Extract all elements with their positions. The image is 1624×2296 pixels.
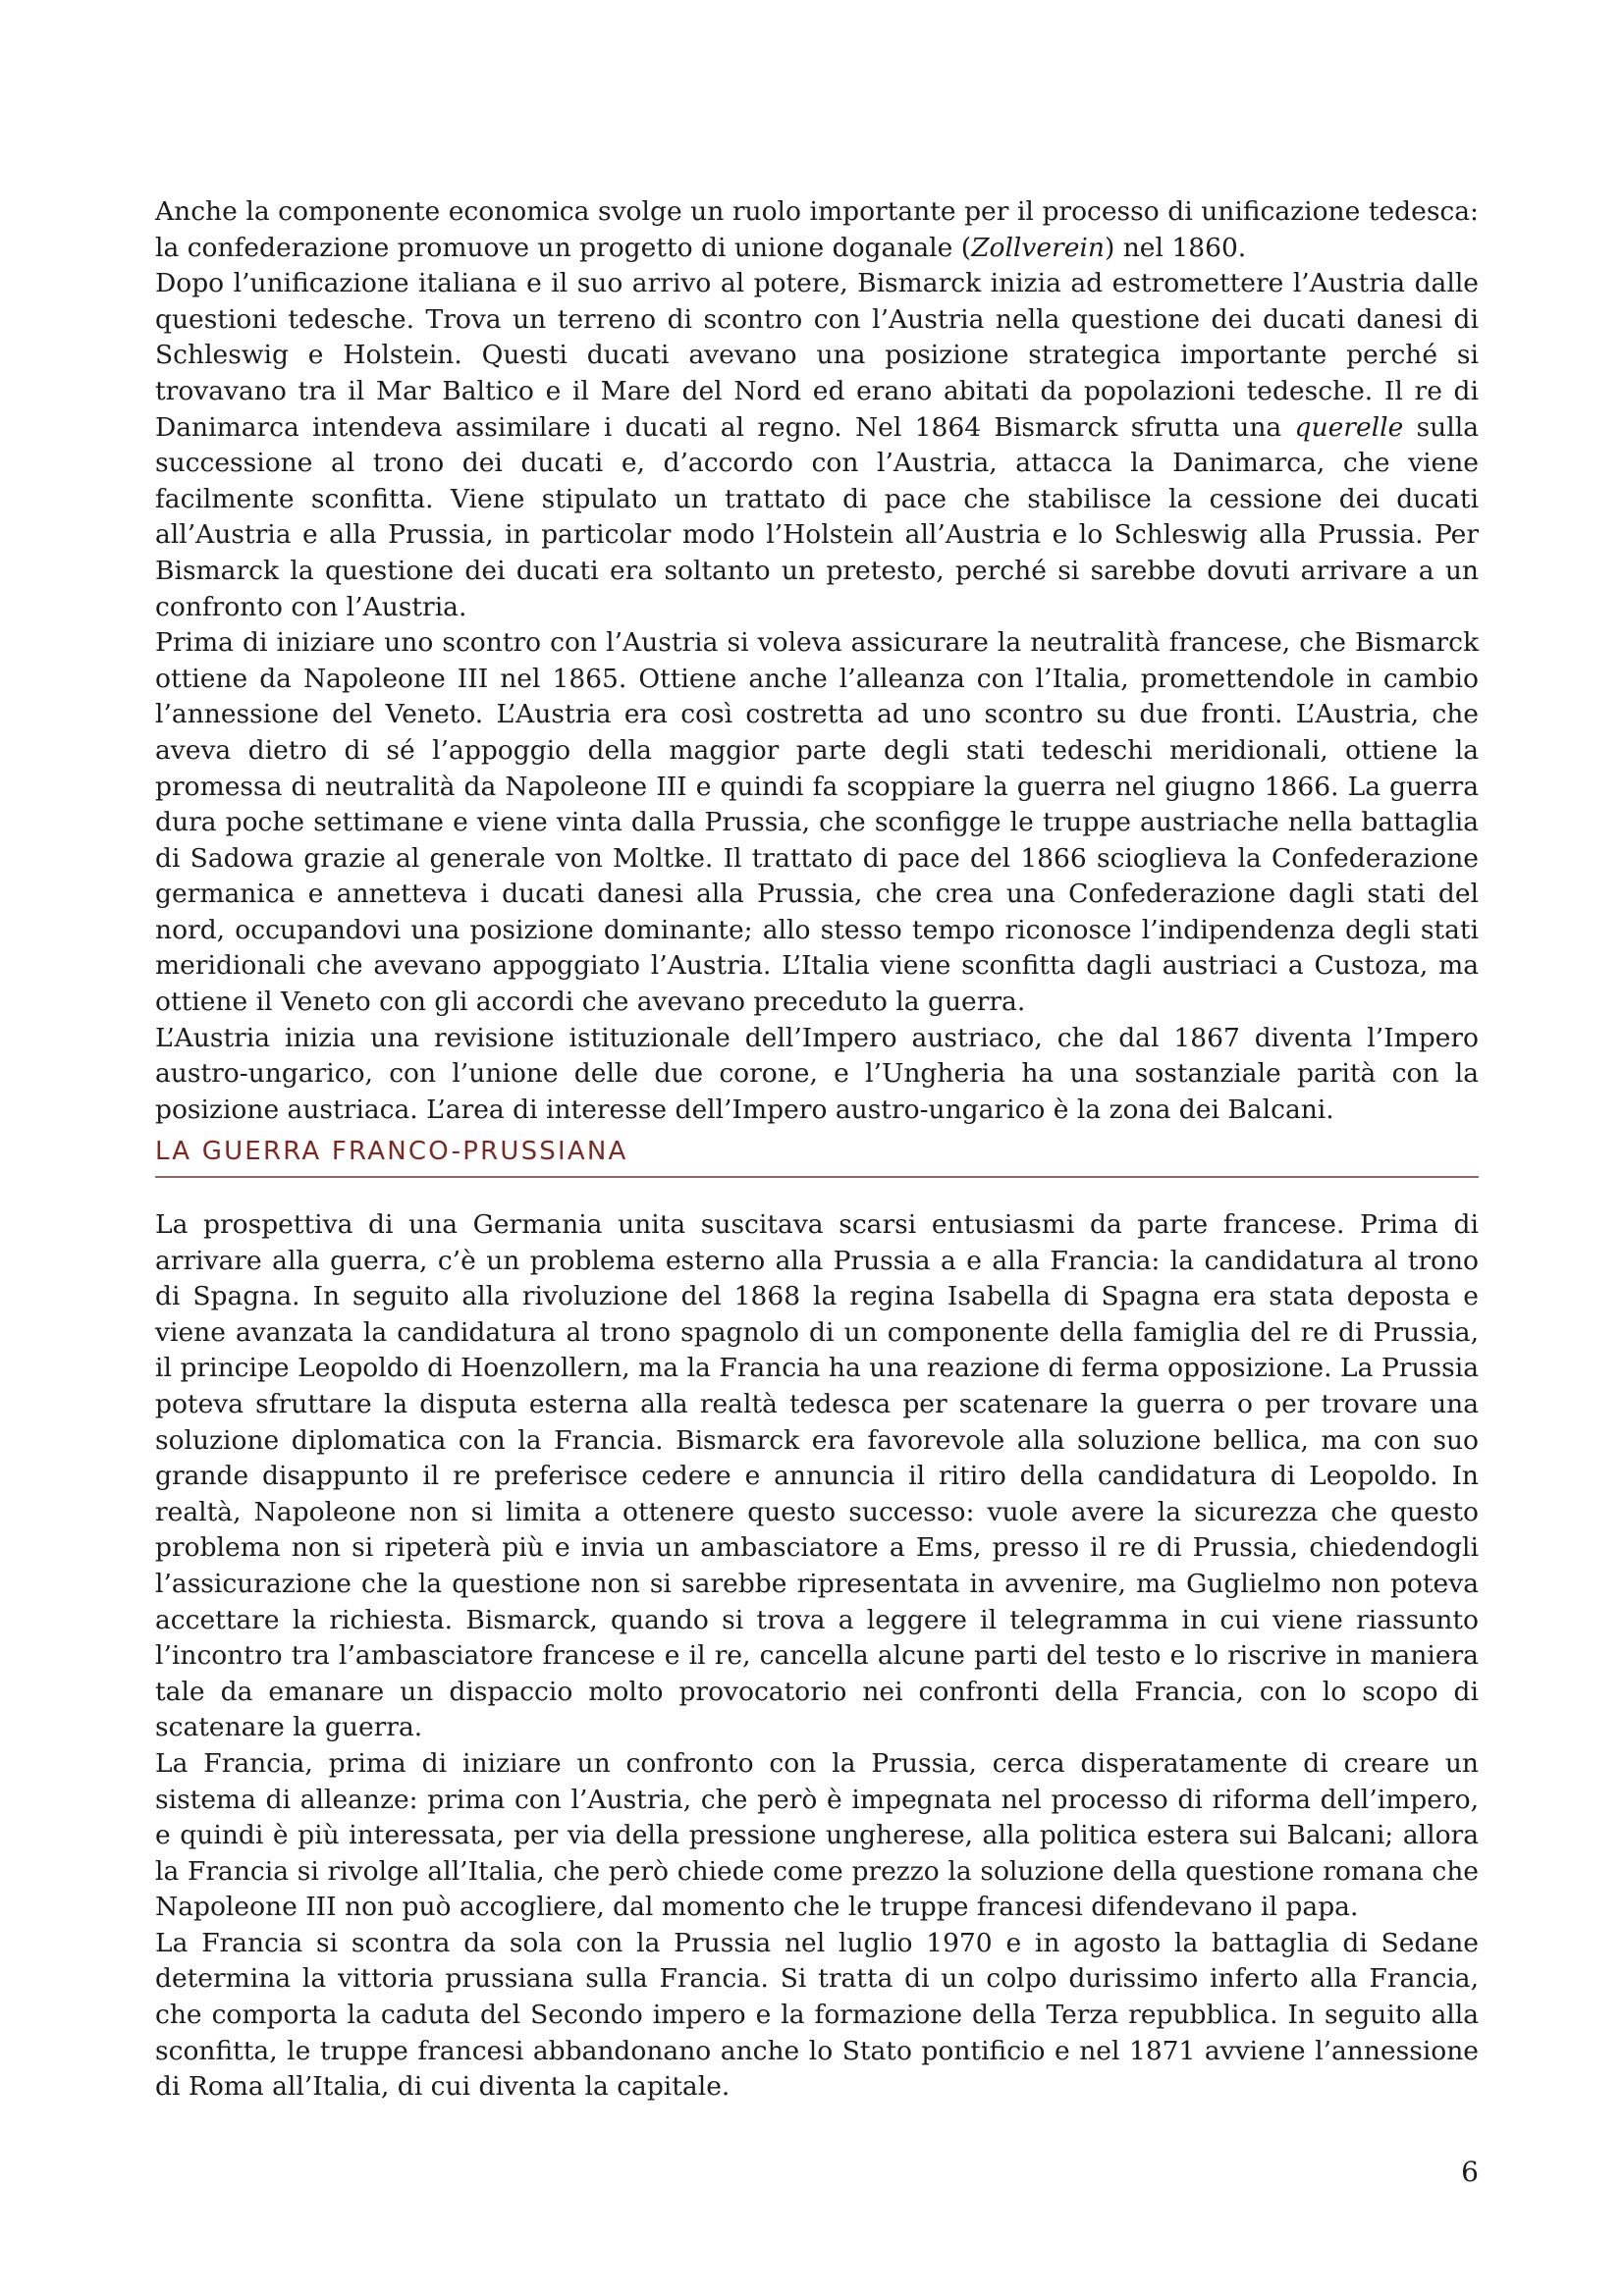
italic-term: querelle [1294,411,1404,443]
paragraph-alleanze-francia: La Francia, prima di iniziare un confronto con la Prussia, cerca disperatamente di creare un sistema di alleanze: prima con l’Austria, che però è impegnata nel processo di riforma dell’impero, e quindi è più interessata, per via della pressione ungherese, alla politica estera sui Balcani; allora la Francia si rivolge all’Italia, che però chiede come prezzo la soluzione della questione romana che Napoleone III non può accogliere, dal momento che le truppe francesi difendevano il papa. [155,1747,1479,1923]
intro-text-block [155,194,1479,1128]
paragraph-text: ) nel 1860. [1104,232,1247,263]
section-divider [155,1176,1479,1178]
page-number: 6 [1461,2156,1479,2188]
section-text-block [155,1207,1479,2106]
italic-term: Zollverein [971,232,1105,263]
section-heading: LA GUERRA FRANCO-PRUSSIANA [155,1137,628,1166]
paragraph-candidatura-spagna: La prospettiva di una Germania unita suscitava scarsi entusiasmi da parte francese. Prima di arrivare alla guerra, c’è un problema esterno alla Prussia a e alla Francia: la candidatura al trono di Spagna. In seguito alla rivoluzione del 1868 la regina Isabella di Spagna era stata deposta e viene avanzata la candidatura al trono spagnolo di un componente della famiglia del re di Prussia, il principe Leopoldo di Hoenzollern, ma la Francia ha una reazione di ferma opposizione. La Prussia poteva sfruttare la disputa esterna alla realtà tedesca per scatenare la guerra o per trovare una soluzione diplomatica con la Francia. Bismarck era favorevole alla soluzione bellica, ma con suo grande disappunto il re preferisce cedere e annuncia il ritiro della candidatura di Leopoldo. In realtà, Napoleone non si limita a ottenere questo successo: vuole avere la sicurezza che questo problema non si ripeterà più e invia un ambasciatore a Ems, presso il re di Prussia, chiedendogli l’assicurazione che la questione non si sarebbe ripresentata in avvenire, ma Guglielmo non poteva accettare la richiesta. Bismarck, quando si trova a leggere il telegramma in cui viene riassunto l’incontro tra l’ambasciatore francese e il re, cancella alcune parti del testo e lo riscrive in maniera tale da emanare un dispaccio molto provocatorio nei confronti della Francia, con lo scopo di scatenare la guerra. [155,1209,1479,1743]
paragraph-text: Dopo l’unificazione italiana e il suo arrivo al potere, Bismarck inizia ad estromettere l’Austria dalle questioni tedesche. Trova un terreno di scontro con l’Austria nella questione dei ducati danesi di Schleswig e Holstein. Questi ducati avevano una posizione strategica importante perché si trovavano tra il Mar Baltico e il Mare del Nord ed erano abitati da popolazioni tedesche. Il re di Danimarca intendeva assimilare i ducati al regno. Nel 1864 Bismarck sfrutta una [155,268,1479,443]
paragraph-sedan: La Francia si scontra da sola con la Prussia nel luglio 1970 e in agosto la battaglia di Sedane determina la vittoria prussiana sulla Francia. Si tratta di un colpo durissimo inferto alla Francia, che comporta la caduta del Secondo impero e la formazione della Terza repubblica. In seguito alla sconfitta, le truppe francesi abbandonano anche lo Stato pontificio e nel 1871 avviene l’annessione di Roma all’Italia, di cui diventa la capitale. [155,1927,1479,2103]
paragraph-austro-ungarico: L’Austria inizia una revisione istituzionale dell’Impero austriaco, che dal 1867 diventa l’Impero austro-ungarico, con l’unione delle due corone, e l’Ungheria ha una sostanziale parità con la posizione austriaca. L’area di interesse dell’Impero austro-ungarico è la zona dei Balcani. [155,1022,1479,1125]
paragraph-text: sulla successione al trono dei ducati e, d’accordo con l’Austria, attacca la Danimarca, che viene facilmente sconfitta. Viene stipulato un trattato di pace che stabilisce la cessione dei ducati all’Austria e alla Prussia, in particolar modo l’Holstein all’Austria e lo Schleswig alla Prussia. Per Bismarck la questione dei ducati era soltanto un pretesto, perché si sarebbe dovuti arrivare a un confronto con l’Austria. [155,411,1480,622]
paragraph-guerra-austria: Prima di iniziare uno scontro con l’Austria si voleva assicurare la neutralità francese, che Bismarck ottiene da Napoleone III nel 1865. Ottiene anche l’alleanza con l’Italia, promettendole in cambio l’annessione del Veneto. L’Austria era così costretta ad uno scontro su due fronti. L’Austria, che aveva dietro di sé l’appoggio della maggior parte degli stati tedeschi meridionali, ottiene la promessa di neutralità da Napoleone III e quindi fa scoppiare la guerra nel giugno 1866. La guerra dura poche settimane e viene vinta dalla Prussia, che sconfigge le truppe austriache nella battaglia di Sadowa grazie al generale von Moltke. Il trattato di pace del 1866 scioglieva la Confederazione germanica e annetteva i ducati danesi alla Prussia, che crea una Confederazione dagli stati del nord, occupandovi una posizione dominante; allo stesso tempo riconosce l’indipendenza degli stati meridionali che avevano appoggiato l’Austria. L’Italia viene sconfitta dagli austriaci a Custoza, ma ottiene il Veneto con gli accordi che avevano preceduto la guerra. [155,627,1479,1018]
paragraph-ducati [155,266,1479,625]
paragraph-text: Anche la componente economica svolge un ruolo importante per il processo di unificazione tedesca: la confederazione promuove un progetto di unione doganale ( [155,196,1479,263]
paragraph-zollverein [155,194,1479,266]
